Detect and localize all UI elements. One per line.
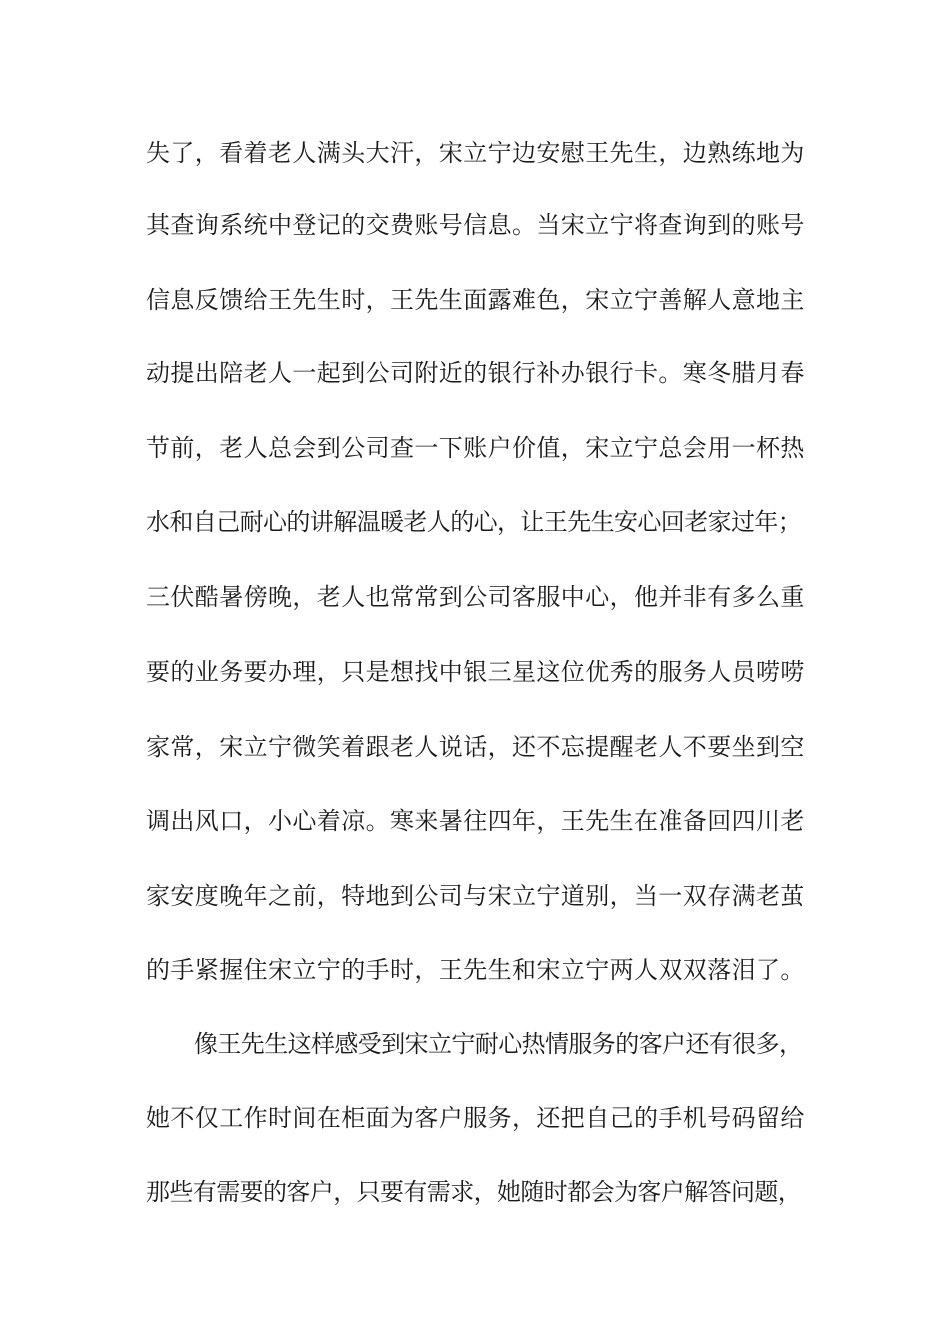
text-line: 家常，宋立宁微笑着跟老人说话，还不忘提醒老人不要坐到空 <box>146 733 805 761</box>
text-line: 失了，看着老人满头大汗，宋立宁边安慰王先生，边熟练地为 <box>146 139 805 167</box>
text-line: 水和自己耐心的讲解温暖老人的心，让王先生安心回老家过年； <box>146 508 802 536</box>
text-line: 她不仅工作时间在柜面为客户服务，还把自己的手机号码留给 <box>146 1104 805 1132</box>
text-line: 家安度晚年之前，特地到公司与宋立宁道别，当一双存满老茧 <box>146 882 805 910</box>
text-line: 其查询系统中登记的交费账号信息。当宋立宁将查询到的账号 <box>146 211 805 239</box>
paragraph-first-line: 像王先生这样感受到宋立宁耐心热情服务的客户还有很多， <box>194 1030 803 1058</box>
text-line: 三伏酷暑傍晚，老人也常常到公司客服中心，他并非有多么重 <box>146 583 805 611</box>
text-line: 信息反馈给王先生时，王先生面露难色，宋立宁善解人意地主 <box>146 286 805 314</box>
text-line: 那些有需要的客户，只要有需求，她随时都会为客户解答问题， <box>146 1178 802 1206</box>
text-line: 要的业务要办理，只是想找中银三星这位优秀的服务人员唠唠 <box>146 658 805 686</box>
text-line: 的手紧握住宋立宁的手时，王先生和宋立宁两人双双落泪了。 <box>146 956 805 984</box>
text-line: 动提出陪老人一起到公司附近的银行补办银行卡。寒冬腊月春 <box>146 359 805 387</box>
text-line: 调出风口，小心着凉。寒来暑往四年，王先生在准备回四川老 <box>146 807 805 835</box>
text-line: 节前，老人总会到公司查一下账户价值，宋立宁总会用一杯热 <box>146 434 805 462</box>
